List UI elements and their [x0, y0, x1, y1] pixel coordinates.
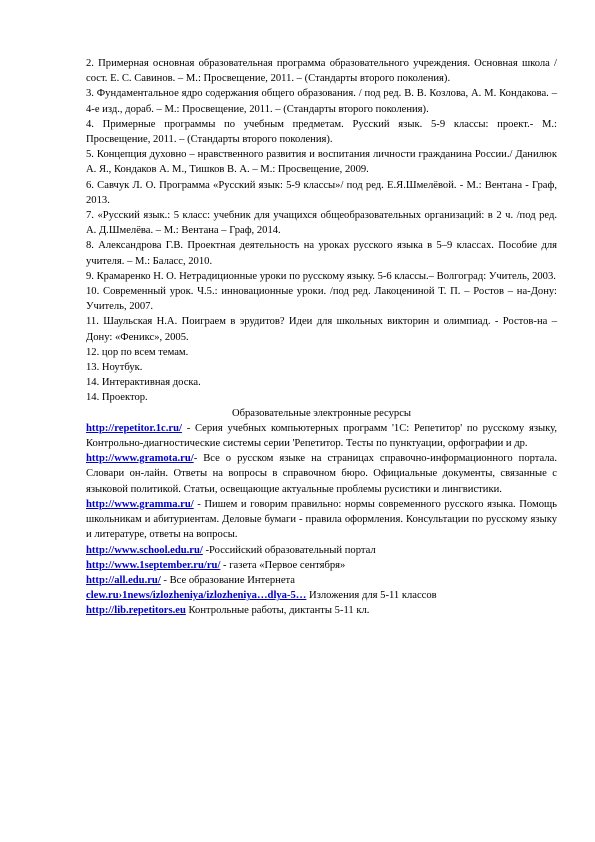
resource-description: - Все о русском языке на страницах справочно-информационного портала. Словари он-лайн. Ответы на вопросы в справочном бюро. Официальные документы, связанные с языковой политикой. Статьи, освещающие актуальные проблемы русистики и лингвистики.: [86, 453, 557, 495]
resource-link[interactable]: http://www.gramma.ru/: [86, 498, 194, 510]
bibliography-item: 12. цор по всем темам.: [86, 346, 189, 358]
resource-link[interactable]: http://www.gramota.ru/: [86, 453, 194, 465]
bibliography-item: 9. Крамаренко Н. О. Нетрадиционные уроки по русскому языку. 5-6 классы.– Волгоград: Учитель, 2003.: [86, 270, 556, 282]
resource-link[interactable]: http://www.school.edu.ru/: [86, 544, 203, 556]
resource-item: [86, 558, 557, 573]
bibliography-list: [86, 56, 557, 406]
bibliography-item: 11. Шаульская Н.А. Поиграем в эрудитов? Идеи для школьных викторин и олимпиад. - Ростов-на –Дону: «Феникс», 2005.: [86, 316, 557, 343]
bibliography-item: 14. Интерактивная доска.: [86, 377, 201, 389]
section-title: Образовательные электронные ресурсы: [231, 407, 412, 419]
bibliography-item: 8. Александрова Г.В. Проектная деятельность на уроках русского языка в 5–9 классах. Пособие для учителя. – М.: Баласс, 2010.: [86, 240, 557, 267]
resource-description: - газета «Первое сентября»: [220, 559, 346, 571]
resource-list: [86, 421, 557, 619]
resource-item: [86, 543, 557, 558]
bibliography-item: 4. Примерные программы по учебным предметам. Русский язык. 5-9 классы: проект.- М.: Просвещение, 2011. – (Стандарты второго поколения).: [86, 118, 557, 146]
resource-link[interactable]: clew.ru›1news/izlozheniya/izlozheniya…dlya-5…: [86, 590, 307, 602]
resource-description: - Серия учебных компьютерных программ '1С: Репетитор' по русскому языку, Контрольно-диагностические системы серии 'Репетитор. Тесты по пунктуации, орфографии и др.: [86, 422, 557, 450]
resource-description: - Все образование Интернета: [160, 574, 295, 586]
resource-description: Изложения для 5-11 классов: [306, 590, 437, 602]
resource-description: - Пишем и говорим правильно: нормы современного русского языка. Помощь школьникам и абитуриентам. Деловые бумаги - правила оформления. Консультации по русскому языку и литературе, ответы на вопросы.: [86, 498, 557, 541]
resource-item: [86, 421, 557, 451]
resource-item: [86, 497, 557, 543]
resource-item: [86, 588, 557, 603]
bibliography-item: 6. Савчук Л. О. Программа «Русский язык: 5-9 классы»/ под ред. Е.Я.Шмелёвой. - М.: Вентана - Граф, 2013.: [86, 179, 557, 206]
bibliography-item: 13. Ноутбук.: [86, 362, 143, 374]
resource-item: [86, 573, 557, 588]
bibliography-item: 3. Фундаментальное ядро содержания общего образования. / под ред. В. В. Козлова, А. М. Кондакова. – 4-е изд., дораб. – М.: Просвещение, 2011. – (Стандарты второго поколения).: [86, 88, 557, 115]
bibliography-item: 7. «Русский язык.: 5 класс: учебник для учащихся общеобразовательных организаций: в 2 ч. /под ред. А. Д.Шмелёва. – М.: Вентана – Граф, 2014.: [86, 210, 557, 237]
bibliography-item: 2. Примерная основная образовательная программа образовательного учреждения. Основная школа / сост. Е. С. Савинов. – М.: Просвещение, 2011. – (Стандарты второго поколения).: [86, 58, 557, 85]
resource-link[interactable]: http://repetitor.1c.ru/: [86, 422, 182, 434]
bibliography-item: 14. Проектор.: [86, 392, 148, 404]
resource-description: -Российский образовательный портал: [202, 544, 376, 556]
resource-description: Контрольные работы, диктанты 5-11 кл.: [185, 605, 370, 617]
bibliography-item: 5. Концепция духовно – нравственного развития и воспитания личности гражданина России./ Данилюк А. Я., Кондаков А. М., Тишков В. А. – М.: Просвещение, 2009.: [86, 149, 557, 176]
resource-link[interactable]: http://all.edu.ru/: [86, 574, 161, 586]
resource-item: [86, 603, 557, 618]
resource-link[interactable]: http://lib.repetitors.eu: [86, 605, 186, 617]
resource-link[interactable]: http://www.1september.ru/ru/: [86, 559, 221, 571]
resource-item: [86, 451, 557, 497]
bibliography-item: 10. Современный урок. Ч.5.: инновационные уроки. /под ред. Лакоцениной Т. П. – Ростов – на-Дону: Учитель, 2007.: [86, 286, 557, 313]
